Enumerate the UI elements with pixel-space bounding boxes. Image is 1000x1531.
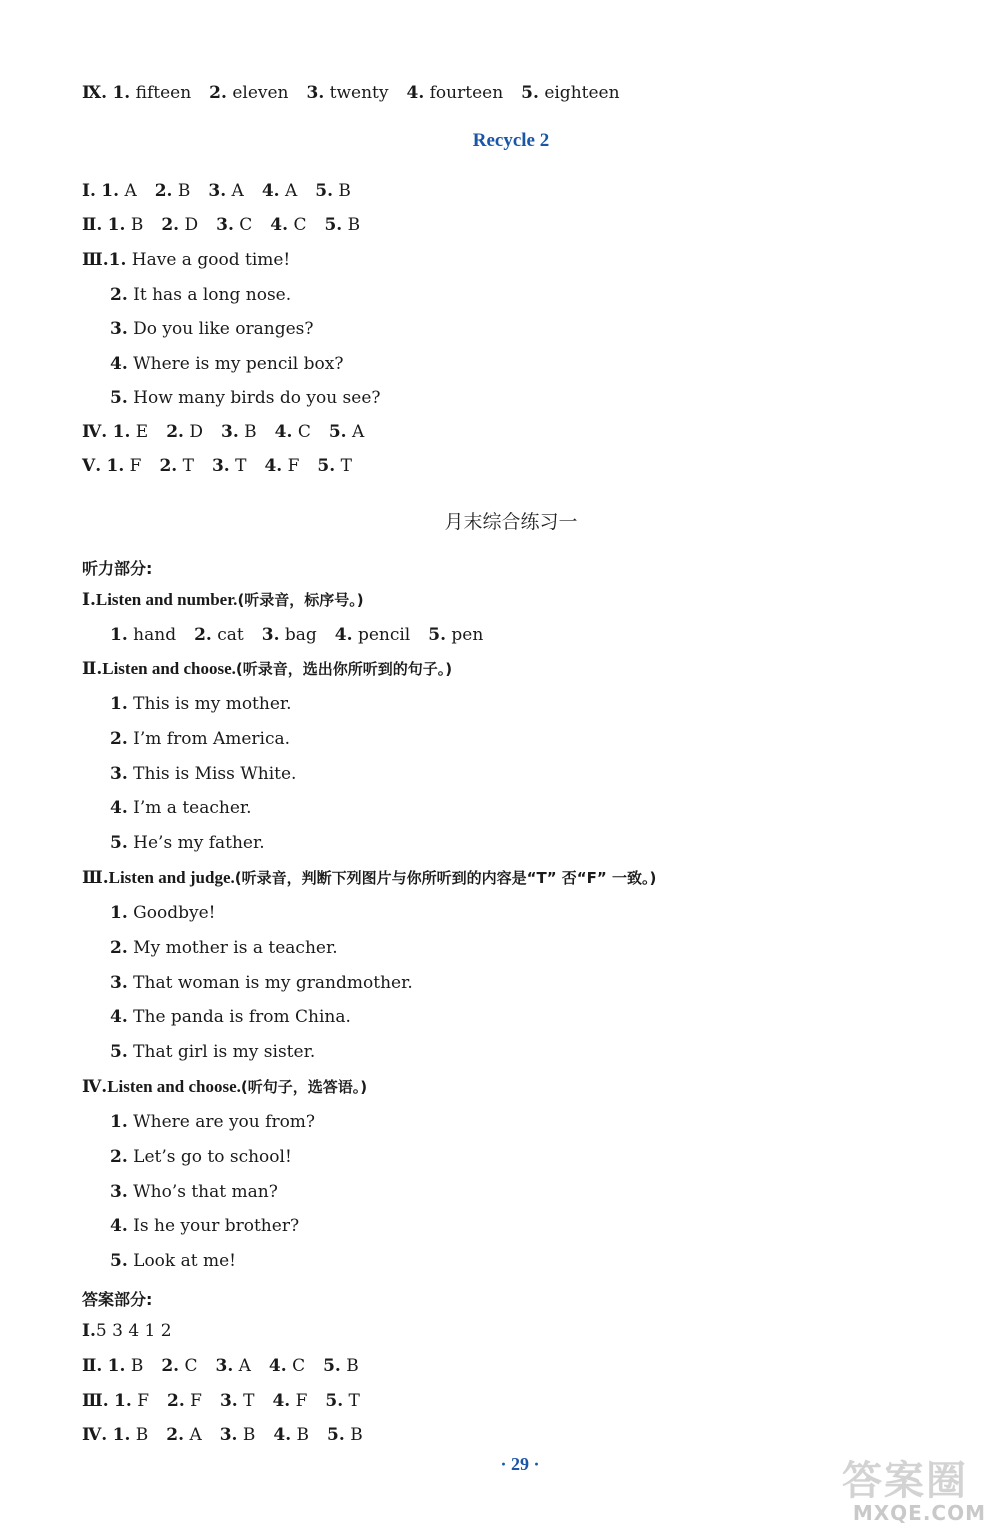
answer-item xyxy=(220,1390,255,1412)
answer-item xyxy=(272,1390,307,1412)
item-value: cat xyxy=(217,625,244,645)
item-value: F xyxy=(190,1391,202,1411)
sentence-text: The panda is from China. xyxy=(133,1007,351,1028)
sentence-text: That girl is my sister. xyxy=(133,1042,316,1063)
answer-item xyxy=(428,624,483,646)
sentence-line xyxy=(110,1250,236,1272)
item-value: D xyxy=(184,215,199,235)
item-number: 5. xyxy=(323,1356,341,1376)
item-number: 2. xyxy=(166,422,184,442)
sentence-line xyxy=(110,353,343,375)
item-value: T xyxy=(182,456,194,476)
sentence-line xyxy=(110,902,215,924)
item-value: fifteen xyxy=(135,83,192,103)
item-number: 3. xyxy=(110,1181,128,1202)
item-number: 4. xyxy=(110,1007,128,1028)
answer-item xyxy=(406,82,503,104)
item-number: 4. xyxy=(110,798,128,819)
page-number: · 29 · xyxy=(500,1454,540,1474)
roman-numeral: Ⅲ. xyxy=(82,1391,109,1411)
instruction-en: Listen and choose. xyxy=(107,1077,241,1096)
answer-item xyxy=(194,624,244,646)
item-number: 4. xyxy=(334,625,353,645)
sentence-line xyxy=(110,937,338,959)
answer-item xyxy=(108,1355,144,1377)
recycle-answer-line-2 xyxy=(82,214,378,236)
item-number: 1. xyxy=(112,1425,131,1445)
item-number: 5. xyxy=(110,388,128,408)
item-number: 2. xyxy=(159,456,178,476)
sentence-line xyxy=(110,797,252,819)
answer-item xyxy=(269,1355,305,1377)
item-value: pencil xyxy=(357,625,411,645)
item-number: 3. xyxy=(216,215,234,235)
answer-line-3 xyxy=(82,1390,378,1412)
watermark xyxy=(838,1449,986,1525)
section-title-monthly: 月末综合练习一 xyxy=(444,511,578,533)
item-number: 3. xyxy=(215,1356,234,1376)
item-number: 1. xyxy=(110,625,128,645)
answer-item xyxy=(159,455,194,477)
item-value: fourteen xyxy=(429,83,504,103)
item-number: 1. xyxy=(110,694,128,714)
sentence-text: My mother is a teacher. xyxy=(133,937,338,958)
roman-numeral: Ⅰ. xyxy=(82,590,96,610)
roman-numeral: Ⅳ. xyxy=(82,1077,108,1097)
answer-item xyxy=(166,1424,201,1446)
instruction-en: Listen and number. xyxy=(95,590,238,609)
roman-numeral: Ⅰ. xyxy=(82,1321,96,1341)
answer-item xyxy=(161,214,198,236)
answer-item xyxy=(262,624,317,646)
instruction-en: Listen and choose. xyxy=(102,659,236,678)
item-value: B xyxy=(347,215,361,235)
sentence-text: Who’s that man? xyxy=(133,1181,278,1202)
item-number: 5. xyxy=(327,1425,345,1445)
item-number: 4. xyxy=(268,1356,287,1376)
listening-heading-4 xyxy=(82,1076,367,1098)
item-value: C xyxy=(184,1356,198,1376)
item-number: 3. xyxy=(261,625,280,645)
roman-numeral: Ⅱ. xyxy=(82,659,103,679)
item-value: T xyxy=(235,456,247,476)
item-number: 1. xyxy=(107,1356,126,1376)
item-value: A xyxy=(238,1356,251,1376)
item-value: T xyxy=(340,456,352,476)
item-number: 5. xyxy=(110,833,128,854)
roman-numeral: Ⅳ. xyxy=(82,1425,108,1445)
sentence-text: I’m a teacher. xyxy=(133,798,252,819)
roman-numeral: Ⅲ. xyxy=(82,868,109,888)
item-number: 4. xyxy=(110,1216,128,1237)
item-number: 4. xyxy=(264,456,283,476)
answer-item xyxy=(324,214,360,236)
sentence-line xyxy=(110,1215,299,1237)
recycle-section-3-first xyxy=(82,249,290,271)
item-number: 5. xyxy=(317,456,336,476)
answer-item xyxy=(221,421,257,443)
instruction-cn: (听录音，标序号。) xyxy=(237,591,364,609)
sentence-line xyxy=(110,1041,315,1063)
answer-item xyxy=(327,1424,363,1446)
sentence-line xyxy=(110,318,313,340)
listening-heading-2 xyxy=(82,658,452,680)
sentence-text: Look at me! xyxy=(133,1251,237,1272)
item-value: B xyxy=(350,1425,363,1445)
answer-item xyxy=(108,214,144,236)
roman-numeral: Ⅳ. xyxy=(82,422,108,442)
item-value: B xyxy=(130,215,144,235)
sentence-text: Where are you from? xyxy=(133,1112,316,1132)
item-number: 3. xyxy=(110,319,128,339)
answer-line-2 xyxy=(82,1355,377,1377)
item-value: B xyxy=(296,1425,310,1445)
item-value: A xyxy=(284,181,298,201)
roman-numeral: Ⅸ. xyxy=(82,83,108,103)
answer-item xyxy=(208,180,243,202)
answer-item xyxy=(323,1355,359,1377)
item-value: F xyxy=(137,1391,149,1411)
item-number: 2. xyxy=(110,285,128,305)
sentence-line xyxy=(110,1181,278,1203)
item-value: twenty xyxy=(329,83,389,103)
sentence-line xyxy=(110,387,381,409)
sentence-line xyxy=(110,1111,315,1133)
item-number: 3. xyxy=(221,422,239,442)
item-number: 3. xyxy=(110,763,128,784)
listening-heading-3 xyxy=(82,867,656,889)
answer-sequence: 5 3 4 1 2 xyxy=(95,1321,172,1341)
roman-numeral: Ⅲ. xyxy=(82,250,109,270)
sentence-text: He’s my father. xyxy=(133,833,265,854)
answer-item xyxy=(215,1355,250,1377)
item-number: 1. xyxy=(110,1112,128,1132)
answer-item xyxy=(216,214,252,236)
item-value: bag xyxy=(284,625,317,645)
instruction-cn: (听录音，判断下列图片与你所听到的内容是“T” 否“F” 一致。) xyxy=(234,869,657,887)
item-value: C xyxy=(293,215,307,235)
sentence-text: Do you like oranges? xyxy=(133,319,314,339)
item-value: B xyxy=(244,422,257,442)
item-value: B xyxy=(346,1356,359,1376)
answer-item xyxy=(220,1424,256,1446)
item-number: 2. xyxy=(110,1146,128,1167)
answer-item xyxy=(335,624,410,646)
item-number: 1. xyxy=(108,250,127,270)
item-number: 4. xyxy=(270,215,289,235)
item-number: 1. xyxy=(112,83,131,103)
roman-numeral: Ⅰ. xyxy=(82,181,96,201)
item-value: B xyxy=(177,181,191,201)
answer-item xyxy=(307,82,389,104)
item-value: B xyxy=(130,1356,144,1376)
answer-item xyxy=(110,624,176,646)
item-number: 4. xyxy=(272,1391,291,1411)
item-number: 2. xyxy=(166,1425,185,1445)
recycle-answer-line-4 xyxy=(82,421,382,443)
answer-item xyxy=(325,1390,360,1412)
listening-items-1 xyxy=(110,624,501,646)
item-value: A xyxy=(189,1425,202,1445)
sentence-line xyxy=(110,693,292,715)
item-number: 3. xyxy=(211,456,230,476)
item-value: B xyxy=(135,1425,149,1445)
item-value: C xyxy=(297,422,311,442)
answer-item xyxy=(161,1355,197,1377)
answer-item xyxy=(273,1424,309,1446)
sentence-text: Is he your brother? xyxy=(133,1216,300,1237)
sentence-line xyxy=(110,832,265,854)
item-number: 5. xyxy=(328,422,347,442)
instruction-en: Listen and judge. xyxy=(108,868,235,887)
answer-item xyxy=(521,82,619,104)
listening-heading-1 xyxy=(82,589,364,611)
answer-item xyxy=(212,455,247,477)
answer-item xyxy=(264,455,299,477)
item-number: 5. xyxy=(110,1251,128,1272)
answer-item xyxy=(101,180,136,202)
item-value: A xyxy=(231,181,244,201)
item-value: C xyxy=(239,215,253,235)
answer-item xyxy=(317,455,352,477)
sentence-text: How many birds do you see? xyxy=(133,388,381,408)
item-number: 4. xyxy=(406,83,425,103)
item-value: E xyxy=(135,422,149,442)
item-value: A xyxy=(124,181,137,201)
answers-label: 答案部分: xyxy=(82,1290,153,1309)
item-number: 2. xyxy=(161,1356,180,1376)
watermark-logo: 答案圈 xyxy=(842,1458,968,1504)
item-number: 1. xyxy=(112,422,131,442)
answer-line-1 xyxy=(82,1320,172,1342)
item-number: 3. xyxy=(110,972,128,993)
sentence-line xyxy=(110,972,413,994)
item-number: 1. xyxy=(106,456,125,476)
sentence-line xyxy=(110,763,296,785)
roman-numeral: Ⅴ. xyxy=(82,456,102,476)
instruction-cn: (听录音，选出你所听到的句子。) xyxy=(235,660,453,678)
item-number: 3. xyxy=(219,1425,238,1445)
answer-item xyxy=(166,421,203,443)
answer-item xyxy=(107,455,142,477)
instruction-cn: (听句子，选答语。) xyxy=(240,1078,368,1096)
item-value: C xyxy=(292,1356,306,1376)
sentence-text: Goodbye! xyxy=(133,903,216,923)
sentence-text: Let’s go to school! xyxy=(133,1146,292,1167)
watermark-text: MXQE.COM xyxy=(852,1501,986,1525)
sentence-text: This is Miss White. xyxy=(133,763,297,784)
answer-item xyxy=(270,214,306,236)
answer-item xyxy=(209,82,288,104)
item-value: pen xyxy=(451,625,484,645)
answer-item xyxy=(155,180,191,202)
item-number: 4. xyxy=(110,354,128,374)
sentence-line xyxy=(110,728,290,750)
answer-item xyxy=(329,421,364,443)
item-number: 2. xyxy=(110,728,128,749)
answer-line-4 xyxy=(82,1424,381,1446)
answer-item xyxy=(167,1390,202,1412)
recycle-answer-line-5 xyxy=(82,455,370,477)
section-title-recycle-2: Recycle 2 xyxy=(472,130,550,151)
sentence-text: Have a good time! xyxy=(131,250,291,270)
answer-item xyxy=(113,421,149,443)
item-number: 4. xyxy=(274,422,293,442)
answer-item xyxy=(112,82,191,104)
answer-item xyxy=(315,180,351,202)
item-number: 2. xyxy=(154,181,173,201)
item-number: 1. xyxy=(114,1391,132,1411)
sentence-line xyxy=(110,1146,292,1168)
item-value: eleven xyxy=(232,83,289,103)
item-number: 1. xyxy=(101,181,120,201)
item-value: B xyxy=(338,181,351,201)
item-number: 2. xyxy=(110,937,128,958)
roman-numeral: Ⅱ. xyxy=(82,215,103,235)
item-number: 1. xyxy=(107,215,126,235)
item-number: 3. xyxy=(208,181,227,201)
item-value: A xyxy=(351,422,365,442)
item-value: B xyxy=(242,1425,256,1445)
item-number: 4. xyxy=(261,181,280,201)
item-number: 5. xyxy=(521,83,539,103)
item-value: hand xyxy=(133,625,177,645)
item-number: 3. xyxy=(306,83,325,103)
item-number: 2. xyxy=(166,1391,185,1411)
answer-item xyxy=(275,421,311,443)
item-number: 5. xyxy=(324,215,343,235)
sentence-text: Where is my pencil box? xyxy=(133,354,344,374)
item-number: 2. xyxy=(209,83,227,103)
item-value: eighteen xyxy=(544,83,620,103)
item-number: 5. xyxy=(110,1042,128,1063)
item-value: T xyxy=(243,1391,255,1411)
item-value: T xyxy=(348,1391,360,1411)
sentence-text: This is my mother. xyxy=(133,694,292,714)
item-number: 3. xyxy=(219,1391,238,1411)
item-value: F xyxy=(295,1391,308,1411)
item-value: F xyxy=(287,456,300,476)
item-number: 5. xyxy=(428,625,446,645)
listening-label: 听力部分: xyxy=(82,559,153,578)
sentence-text: It has a long nose. xyxy=(133,285,292,305)
item-number: 4. xyxy=(273,1425,292,1445)
item-number: 5. xyxy=(315,181,333,201)
recycle-answer-line-1 xyxy=(82,180,369,202)
answer-line-ix xyxy=(82,82,638,104)
sentence-text: That woman is my grandmother. xyxy=(133,972,413,993)
sentence-line xyxy=(110,1006,351,1028)
roman-numeral: Ⅱ. xyxy=(82,1356,103,1376)
sentence-text: I’m from America. xyxy=(133,728,291,749)
item-value: D xyxy=(189,422,203,442)
answer-item xyxy=(262,180,297,202)
answer-item xyxy=(113,1424,149,1446)
item-number: 5. xyxy=(325,1391,344,1411)
item-number: 2. xyxy=(161,215,180,235)
answer-item xyxy=(114,1390,149,1412)
item-value: F xyxy=(129,456,142,476)
sentence-line xyxy=(110,284,291,306)
item-number: 1. xyxy=(110,903,128,923)
item-number: 2. xyxy=(194,625,212,645)
